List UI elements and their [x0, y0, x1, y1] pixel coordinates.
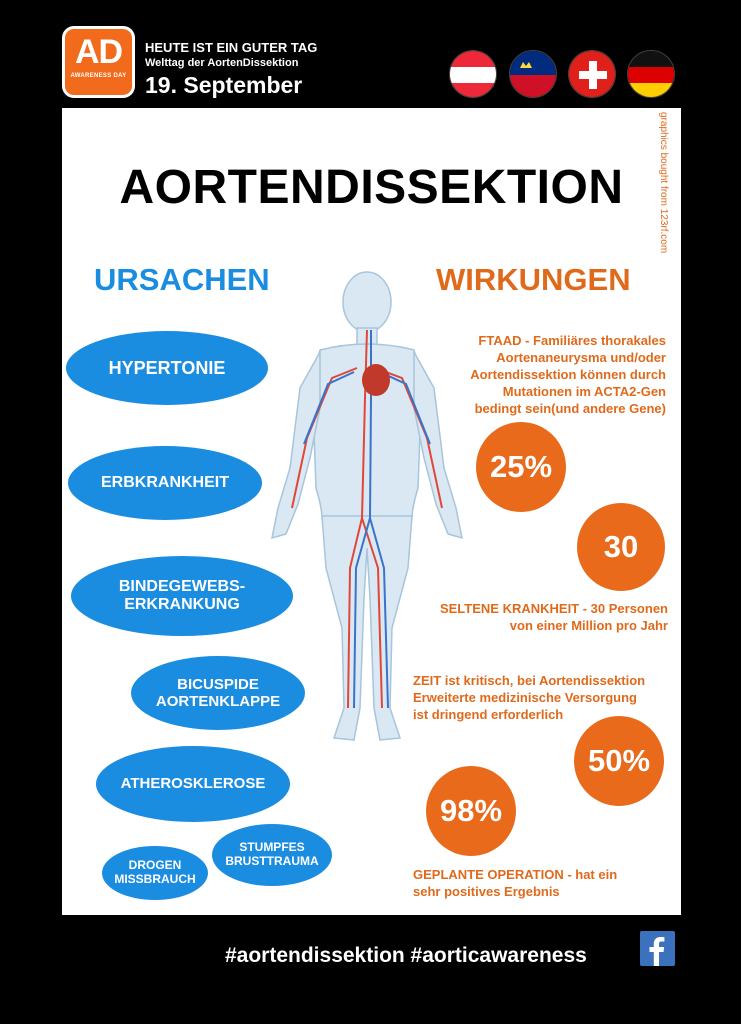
- heart-icon: [362, 364, 390, 396]
- germany-flag-icon: [627, 50, 675, 98]
- cause-label-line2: AORTENKLAPPE: [155, 693, 281, 710]
- cause-label: ERBKRANKHEIT: [101, 473, 229, 491]
- effect-line: Erweiterte medizinische Versorgung: [413, 690, 637, 705]
- cause-hypertonie: [66, 331, 268, 405]
- cause-label-line2: MISSBRAUCH: [114, 872, 196, 886]
- cause-label-line2: ERKRANKUNG: [124, 596, 240, 613]
- header-tagline: HEUTE IST EIN GUTER TAG: [145, 40, 318, 55]
- cause-label-line1: BINDEGEWEBS-: [118, 577, 246, 595]
- image-credit: [655, 112, 675, 302]
- switzerland-flag-icon: [568, 50, 616, 98]
- effect-line: Aortendissektion können durch: [470, 367, 666, 382]
- awareness-day-logo: [62, 26, 135, 98]
- effect-line: FTAAD - Familiäres thorakales: [478, 333, 666, 348]
- cause-atherosklerose: [96, 746, 290, 822]
- liechtenstein-flag-icon: [509, 50, 557, 98]
- effects-heading: WIRKUNGEN: [436, 262, 631, 297]
- effect-geplante-operation-text: [413, 866, 673, 900]
- cause-stumpfes-brusttrauma: [212, 824, 332, 886]
- cause-label-line1: DROGEN: [128, 858, 182, 873]
- stat-circle-50-percent: 50%: [574, 716, 664, 806]
- effect-line: ist dringend erforderlich: [413, 707, 564, 722]
- effect-ftaad-text: [412, 332, 666, 417]
- cause-drogen-missbrauch: [102, 846, 208, 900]
- cause-label: ATHEROSKLEROSE: [120, 775, 266, 793]
- effect-line: bedingt sein(und andere Gene): [474, 401, 666, 416]
- effect-line: von einer Million pro Jahr: [509, 618, 668, 633]
- cause-bicuspide-aortenklappe: [131, 656, 305, 730]
- stat-circle-98-percent: 98%: [426, 766, 516, 856]
- logo-subtext: AWARENESS DAY: [70, 73, 127, 79]
- logo-text: AD: [74, 33, 123, 71]
- austria-flag-icon: [449, 50, 497, 98]
- effect-line: Aortenaneurysma und/oder: [496, 350, 666, 365]
- effect-line: SELTENE KRANKHEIT - 30 Personen: [439, 601, 668, 616]
- cause-label-line1: BICUSPIDE: [177, 675, 259, 693]
- effect-line: ZEIT ist kritisch, bei Aortendissektion: [413, 673, 646, 688]
- effect-zeit-text: [413, 672, 677, 723]
- effect-line: Mutationen im ACTA2-Gen: [502, 384, 666, 399]
- cause-bindegewebserkrankung: [71, 556, 293, 636]
- stat-circle-25-percent: 25%: [476, 422, 566, 512]
- effect-line: sehr positives Ergebnis: [413, 884, 560, 899]
- effect-seltene-krankheit-text: [410, 600, 668, 634]
- cause-label: HYPERTONIE: [108, 357, 226, 378]
- header-date: 19. September: [145, 72, 303, 98]
- cause-erbkrankheit: [68, 446, 262, 520]
- header-subtitle: Welttag der AortenDissektion: [145, 57, 299, 69]
- image-credit-text: graphics bought from 123rf.com: [658, 112, 669, 254]
- facebook-icon[interactable]: [640, 931, 675, 966]
- poster-title: AORTENDISSEKTION: [119, 161, 624, 214]
- stat-circle-30: 30: [577, 503, 665, 591]
- effect-line: GEPLANTE OPERATION - hat ein: [413, 867, 618, 882]
- cause-label-line2: BRUSTTRAUMA: [225, 854, 319, 868]
- cause-label-line1: STUMPFES: [239, 840, 305, 855]
- causes-heading: URSACHEN: [94, 262, 270, 297]
- hashtags: #aortendissektion #aorticawareness: [225, 944, 587, 967]
